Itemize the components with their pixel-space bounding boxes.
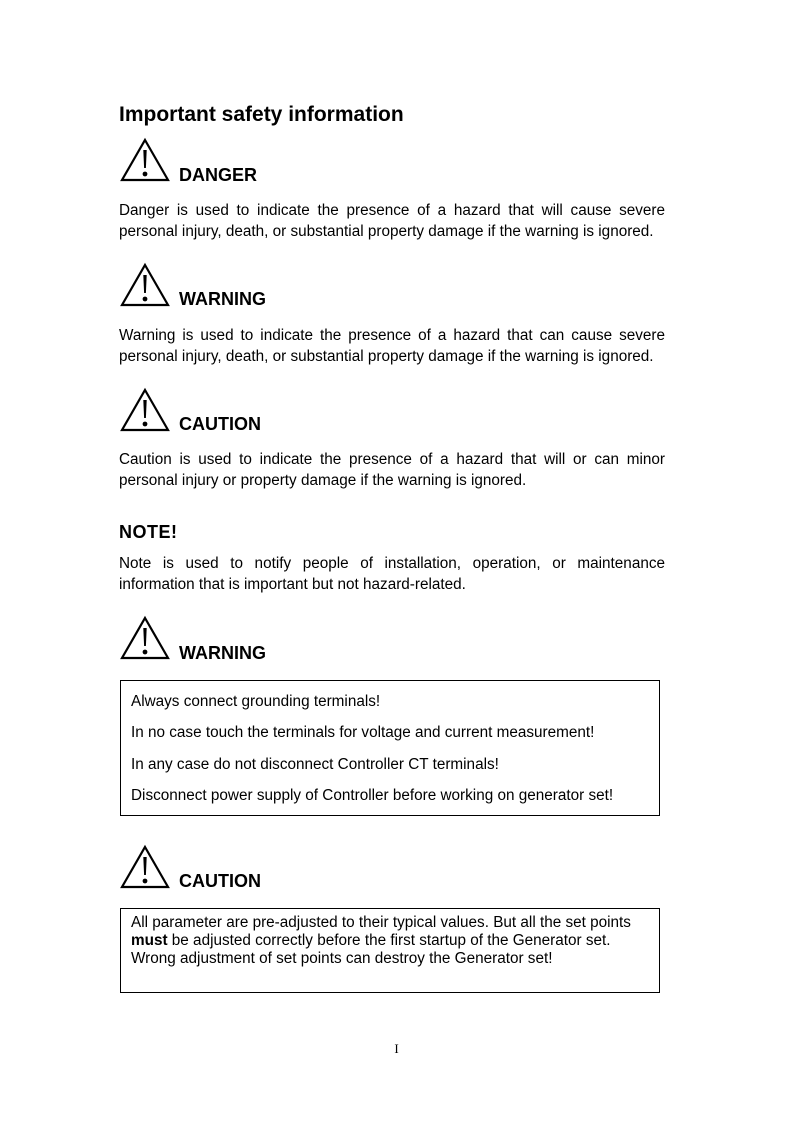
warning-box-item: In any case do not disconnect Controller CT terminals! [131,756,499,773]
warning-triangle-icon [119,137,171,183]
caution-heading: CAUTION [179,414,261,434]
caution-box [120,908,660,993]
caution-box-text [131,914,656,968]
warning-triangle-icon [119,615,171,661]
warning-description: Warning is used to indicate the presence of a hazard that can cause severe personal injury, death, or substantial property damage if the warning is ignored. [119,327,665,365]
warning-box-item: In no case touch the terminals for voltage and current measurement! [131,724,595,741]
note-description: Note is used to notify people of installation, operation, or maintenance information that is important but not hazard-related. [119,555,665,593]
page-number: I [394,1041,399,1056]
warning-box-item: Disconnect power supply of Controller before working on generator set! [131,787,614,804]
danger-heading: DANGER [179,165,258,185]
caution-description: Caution is used to indicate the presence of a hazard that will or can minor personal injury or property damage if the warning is ignored. [119,451,665,489]
warning-triangle-icon [119,387,171,433]
caution-box-heading: CAUTION [179,871,261,891]
caution-text-part: All parameter are pre-adjusted to their typical values. But all the set points [131,914,631,931]
warning-triangle-icon [119,844,171,890]
caution-text-emphasis: must [131,932,168,949]
warning-box-item: Always connect grounding terminals! [131,693,381,710]
caution-text-part: be adjusted correctly before the first startup of the Generator set. Wrong adjustment of set points can destroy the Generator set! [131,932,611,967]
page-title: Important safety information [119,103,404,126]
warning-heading: WARNING [179,289,266,309]
danger-description: Danger is used to indicate the presence of a hazard that will cause severe personal injury, death, or substantial property damage if the warning is ignored. [119,202,665,240]
warning-box-heading: WARNING [179,643,266,663]
warning-box [120,680,660,816]
note-heading: NOTE! [119,522,178,542]
warning-triangle-icon [119,262,171,308]
